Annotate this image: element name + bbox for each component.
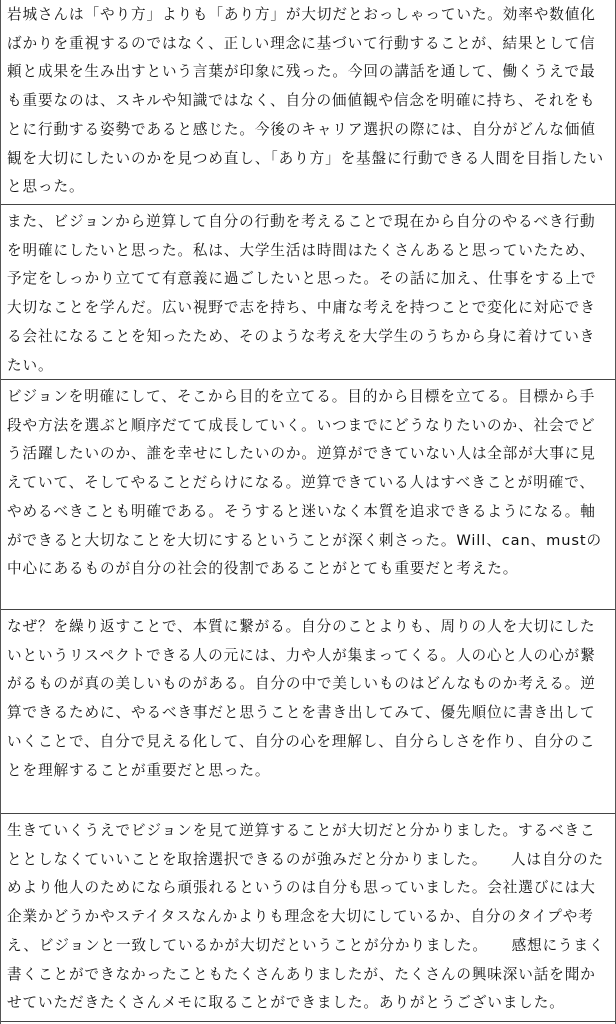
comment-entry-1 <box>1 0 615 204</box>
comment-entry-2 <box>1 204 615 379</box>
comment-entry-5 <box>1 813 615 1024</box>
comment-entry-3 <box>1 379 615 609</box>
comment-text-1: 岩城さんは「やり方」よりも「あり方」が大切だとおっしゃっていた。効率や数値化ばかりを重視するのではなく、正しい理念に基づいて行動することが、結果として信頼と成果を生み出すという言葉が印象に残った。今回の講話を通して、働くうえで最も重要なのは、スキルや知識ではなく、自分の価値観や信念を明確に持ち、それをもとに行動する姿勢であると感じた。今後のキャリア選択の際には、自分がどんな価値観を大切にしたいのかを見つめ直し、「あり方」を基盤に行動できる人間を目指したいと思った。 <box>7 6 604 196</box>
comment-text-5: 生きていくうえでビジョンを見て逆算することが大切だと分かりました。するべきこととしなくていいことを取捨選択できるのが強みだと分かりました。 人は自分のためより他人のためになら頑張れるというのは自分も思っていました。会社選びには大企業かどうかやステイタスなんかよりも理念を大切にしているか、自分のタイプや考え、ビジョンと一致しているかが大切だということが分かりました。 感想にうまく書くことができなかったこともたくさんありましたが、たくさんの興味深い話を聞かせていただきたくさんメモに取ることができました。ありがとうございました。 <box>7 822 605 1012</box>
bottom-divider <box>1 1021 615 1022</box>
comment-text-3: ビジョンを明確にして、そこから目的を立てる。目的から目標を立てる。目標から手段や方法を選ぶと順序だてて成長していく。いつまでにどうなりたいのか、社会でどう活躍したいのか、誰を幸せにしたいのか。逆算ができていない人は全部が大事に見えていて、そしてやることだらけになる。逆算できている人はすべきことが明確で、やめるべきことも明確である。そうすると迷いなく本質を追求できるようになる。軸ができると大切なことを大切にするということが深く刺さった。Will、can、mustの中心にあるものが自分の社会的役割であることがとても重要だと考えた。 <box>7 388 602 578</box>
comment-text-4: なぜ？を繰り返すことで、本質に繋がる。自分のことよりも、周りの人を大切にしたいというリスペクトできる人の元には、力や人が集まってくる。人の心と人の心が繋がるものが真の美しいものがある。自分の中で美しいものはどんなものか考える。逆算できるために、やるべき事だと思うことを書き出してみて、優先順位に書き出していくことで、自分で見える化して、自分の心を理解し、自分らしさを作り、自分のことを理解することが重要だと思った。 <box>7 618 596 779</box>
comment-text-2: また、ビジョンから逆算して自分の行動を考えることで現在から自分のやるべき行動を明確にしたいと思った。私は、大学生活は時間はたくさんあると思っていたため、予定をしっかり立てて有意義に過ごしたいと思った。その話に加え、仕事をする上で大切なことを学んだ。広い視野で志を持ち、中庸な考えを持つことで変化に対応できる会社になることを知ったため、そのような考えを大学生のうちから身に着けていきたい。 <box>7 213 597 374</box>
comment-entry-4 <box>1 609 615 813</box>
